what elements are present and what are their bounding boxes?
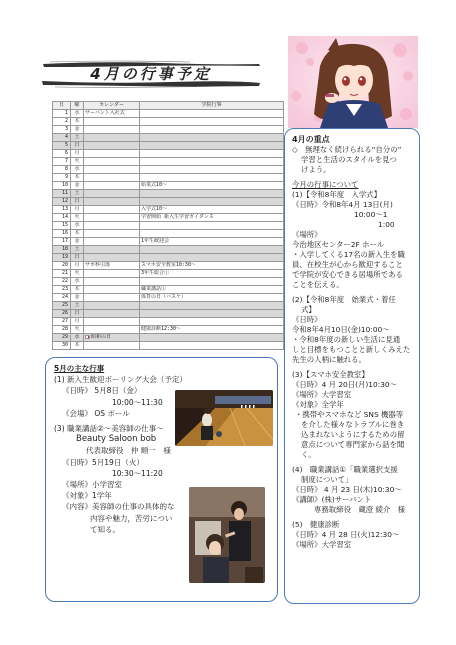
calendar-weekday-cell-text: 木 xyxy=(74,286,80,292)
career-talk-2-content: 《内容》美容師の仕事の具体的な xyxy=(62,502,175,512)
focus-heading: 4月の重点 xyxy=(292,135,330,144)
calendar-note-cell xyxy=(84,270,140,278)
career-talk-2-content: て知る。 xyxy=(90,524,120,534)
calendar-date-cell-text: 11 xyxy=(61,190,68,196)
calendar-note-cell xyxy=(84,214,140,222)
calendar-note-cell xyxy=(84,174,140,182)
calendar-row xyxy=(53,310,284,318)
calendar-weekday-cell-text: 金 xyxy=(74,238,80,244)
career-talk-title: (4) 職業講話①「職業選択支援 xyxy=(292,465,398,474)
calendar-event-cell xyxy=(140,134,284,142)
calendar-weekday-cell xyxy=(71,142,84,150)
calendar-event-cell xyxy=(140,126,284,134)
calendar-event-cell-text: 始業式10〜 xyxy=(141,182,168,188)
calendar-row xyxy=(53,238,284,246)
entrance-ceremony-line: で学院が安心できる居場所である xyxy=(292,270,403,279)
calendar-weekday-cell-text: 月 xyxy=(74,318,80,324)
calendar-weekday-cell xyxy=(71,230,84,238)
calendar-weekday-cell xyxy=(71,134,84,142)
calendar-event-cell xyxy=(140,238,284,246)
career-talk-speaker: 専務取締役 蔵澄 綾介 様 xyxy=(314,505,406,514)
smartphone-safety-bullet: く。 xyxy=(301,450,316,459)
career-talk-2-place: 《場所》小学習室 xyxy=(62,480,122,490)
calendar-note-cell xyxy=(84,286,140,294)
calendar-weekday-cell-text: 土 xyxy=(74,190,80,196)
calendar-weekday-cell-text: 月 xyxy=(74,262,80,268)
calendar-event-cell xyxy=(140,198,284,206)
calendar-weekday-cell-text: 月 xyxy=(74,150,80,156)
calendar-date-cell-text: 12 xyxy=(61,198,68,204)
calendar-weekday-cell-text: 火 xyxy=(74,214,80,220)
calendar-event-cell-text: 1年生歓迎会 xyxy=(141,238,170,244)
opening-ceremony-title-cont: 式】 xyxy=(301,305,316,314)
calendar-note-cell xyxy=(84,342,140,350)
career-talk-2-title: (3) 職業講話②〜美容師の仕事〜 xyxy=(54,424,164,434)
calendar-date-cell xyxy=(53,238,71,246)
monthly-events-heading: 今月の行事について xyxy=(292,180,359,189)
calendar-weekday-cell xyxy=(71,214,84,222)
calendar-date-cell xyxy=(53,294,71,302)
calendar-weekday-cell-text: 火 xyxy=(74,270,80,276)
calendar-weekday-cell-text: 木 xyxy=(74,118,80,124)
calendar-header-row xyxy=(53,102,284,110)
calendar-row xyxy=(53,110,284,118)
right-info-panel xyxy=(284,128,420,604)
calendar-note-cell xyxy=(84,182,140,190)
calendar-event-cell xyxy=(140,318,284,326)
calendar-event-cell xyxy=(140,190,284,198)
calendar-event-cell xyxy=(140,302,284,310)
focus-line: ◇ 無理なく続けられる“自分の” xyxy=(292,145,402,154)
calendar-weekday-cell xyxy=(71,198,84,206)
bowling-venue: 《会場》 OS ボール xyxy=(62,408,130,418)
calendar-date-cell-text: 18 xyxy=(61,246,68,252)
calendar-event-cell xyxy=(140,142,284,150)
calendar-row xyxy=(53,262,284,270)
header-calendar: カレンダー xyxy=(84,102,140,110)
japan-flag-icon xyxy=(85,335,90,339)
calendar-date-cell xyxy=(53,198,71,206)
calendar-date-cell-text: 29 xyxy=(61,334,68,340)
calendar-date-cell xyxy=(53,126,71,134)
hair-salon-photo xyxy=(189,487,265,583)
focus-line: けよう。 xyxy=(301,165,331,174)
opening-ceremony-line: しと目標をもつことと新しくみえた xyxy=(292,345,411,354)
calendar-weekday-cell xyxy=(71,270,84,278)
page-title: 4月の行事予定 xyxy=(90,65,212,83)
calendar-row xyxy=(53,158,284,166)
smartphone-safety-line: 《日時》4 月 20日(月)10:30〜 xyxy=(292,380,397,389)
calendar-event-cell xyxy=(140,166,284,174)
calendar-weekday-cell-text: 金 xyxy=(74,182,80,188)
calendar-weekday-cell-text: 土 xyxy=(74,302,80,308)
calendar-date-cell-text: 26 xyxy=(61,310,68,316)
calendar-date-cell xyxy=(53,150,71,158)
calendar-event-cell xyxy=(140,110,284,118)
calendar-date-cell-text: 20 xyxy=(61,262,68,268)
bowling-title: (1) 新入生歓迎ボーリング大会（予定） xyxy=(54,375,187,385)
calendar-note-cell xyxy=(84,158,140,166)
calendar-row xyxy=(53,246,284,254)
entrance-ceremony-time: 10:00〜1 xyxy=(354,210,388,219)
calendar-date-cell-text: 23 xyxy=(61,286,68,292)
calendar-note-cell xyxy=(84,190,140,198)
calendar-event-cell xyxy=(140,182,284,190)
smartphone-safety-title: (3)【スマホ安全教室】 xyxy=(292,370,369,379)
calendar-date-cell-text: 8 xyxy=(64,166,68,172)
calendar-date-cell xyxy=(53,318,71,326)
calendar-event-cell xyxy=(140,206,284,214)
calendar-note-cell xyxy=(84,134,140,142)
salon-speaker: 代表取締役 仲 順一 様 xyxy=(86,446,171,456)
bowling-date: 《日時》 5月8日（金） xyxy=(62,386,142,396)
calendar-date-cell xyxy=(53,158,71,166)
header-weekday: 曜 xyxy=(71,102,84,110)
calendar-date-cell xyxy=(53,230,71,238)
calendar-date-cell xyxy=(53,326,71,334)
calendar-row xyxy=(53,334,284,342)
calendar-weekday-cell-text: 木 xyxy=(74,230,80,236)
calendar-weekday-cell xyxy=(71,110,84,118)
opening-ceremony-title: (2)【令和8年度 始業式・着任 xyxy=(292,295,396,304)
calendar-row xyxy=(53,294,284,302)
calendar-note-cell xyxy=(84,278,140,286)
calendar-weekday-cell xyxy=(71,190,84,198)
smartphone-safety-bullet: ・携帯やスマホなど SNS 機器等 xyxy=(295,410,404,419)
calendar-note-cell-text: 昭和の日 xyxy=(91,334,112,340)
calendar-event-cell xyxy=(140,214,284,222)
calendar-weekday-cell xyxy=(71,246,84,254)
calendar-date-cell-text: 15 xyxy=(61,222,68,228)
calendar-event-cell xyxy=(140,334,284,342)
health-checkup-line: 《日時》4 月 28 日(火)12:30〜 xyxy=(292,530,400,539)
calendar-weekday-cell xyxy=(71,286,84,294)
calendar-row xyxy=(53,254,284,262)
calendar-weekday-cell xyxy=(71,254,84,262)
calendar-note-cell xyxy=(84,110,140,118)
calendar-row xyxy=(53,326,284,334)
calendar-date-cell-text: 27 xyxy=(61,318,68,324)
calendar-event-cell xyxy=(140,262,284,270)
focus-text xyxy=(292,145,412,175)
entrance-ceremony-line: 今治地区センター2F ホール xyxy=(292,240,385,249)
calendar-weekday-cell xyxy=(71,278,84,286)
calendar-event-cell-text: 健康診断12:30〜 xyxy=(141,326,182,332)
calendar-weekday-cell-text: 水 xyxy=(74,110,80,116)
calendar-row xyxy=(53,342,284,350)
calendar-weekday-cell-text: 火 xyxy=(74,158,80,164)
calendar-date-cell-text: 17 xyxy=(61,238,68,244)
calendar-body xyxy=(53,110,284,350)
calendar-row xyxy=(53,150,284,158)
smartphone-safety-bullet: を介した様々なトラブルに巻き xyxy=(301,420,405,429)
calendar-weekday-cell xyxy=(71,310,84,318)
anime-girl-illustration xyxy=(288,36,418,128)
calendar-note-cell xyxy=(84,334,140,342)
entrance-ceremony-place-label: 《場所》 xyxy=(292,230,322,239)
smartphone-safety-bullet: 込まれないようにするための留 xyxy=(301,430,405,439)
calendar-note-cell xyxy=(84,326,140,334)
calendar-date-cell-text: 10 xyxy=(61,182,68,188)
calendar-row xyxy=(53,190,284,198)
calendar-event-cell-text: 3年生総合① xyxy=(141,270,170,276)
entrance-ceremony-line: ・入学してくる17名の新入生を職 xyxy=(292,250,405,259)
entrance-ceremony-time-end: 1:00 xyxy=(378,220,395,229)
calendar-row xyxy=(53,278,284,286)
calendar-event-cell xyxy=(140,246,284,254)
calendar-date-cell xyxy=(53,174,71,182)
calendar-event-cell-text: スマホ安全教室10:30〜 xyxy=(141,262,196,268)
calendar-date-cell xyxy=(53,310,71,318)
calendar-date-cell-text: 4 xyxy=(64,134,68,140)
calendar-weekday-cell-text: 日 xyxy=(74,198,80,204)
calendar-note-cell xyxy=(84,230,140,238)
calendar-row xyxy=(53,214,284,222)
calendar-event-cell xyxy=(140,342,284,350)
calendar-event-cell-text: 学習開始 新入生学習ガイダンス xyxy=(141,214,214,220)
calendar-date-cell xyxy=(53,206,71,214)
calendar-row xyxy=(53,126,284,134)
calendar-row xyxy=(53,142,284,150)
calendar-date-cell-text: 16 xyxy=(61,230,68,236)
calendar-weekday-cell xyxy=(71,294,84,302)
career-talk-line: 《日時》 4 月 23 日(木)10:30〜 xyxy=(292,485,402,494)
calendar-weekday-cell xyxy=(71,118,84,126)
calendar-weekday-cell xyxy=(71,334,84,342)
calendar-note-cell-text: サポ科引落 xyxy=(85,262,111,268)
calendar-row xyxy=(53,222,284,230)
bowling-time: 10:00〜11:30 xyxy=(112,397,163,407)
calendar-row xyxy=(53,286,284,294)
calendar-note-cell xyxy=(84,254,140,262)
calendar-event-cell xyxy=(140,278,284,286)
calendar-row xyxy=(53,134,284,142)
calendar-weekday-cell-text: 金 xyxy=(74,126,80,132)
calendar-event-cell xyxy=(140,118,284,126)
calendar-row xyxy=(53,270,284,278)
calendar-weekday-cell xyxy=(71,174,84,182)
career-talk-line: 《講師》(株)サーバント xyxy=(292,495,372,504)
calendar-date-cell xyxy=(53,334,71,342)
calendar-note-cell xyxy=(84,318,140,326)
calendar-row xyxy=(53,118,284,126)
calendar-weekday-cell xyxy=(71,262,84,270)
smartphone-safety-line: 《対象》全学年 xyxy=(292,400,344,409)
calendar-date-cell xyxy=(53,182,71,190)
smartphone-safety-bullet: 意点について専門家から話を聞 xyxy=(301,440,405,449)
calendar-note-cell xyxy=(84,302,140,310)
calendar-event-cell xyxy=(140,254,284,262)
career-talk-2-date: 《日時》5月19日（火） xyxy=(62,457,144,467)
calendar-weekday-cell-text: 火 xyxy=(74,326,80,332)
calendar-note-cell xyxy=(84,166,140,174)
calendar-date-cell-text: 13 xyxy=(61,206,68,212)
calendar-weekday-cell-text: 木 xyxy=(74,342,80,348)
calendar-event-cell xyxy=(140,270,284,278)
calendar-weekday-cell-text: 土 xyxy=(74,134,80,140)
calendar-date-cell xyxy=(53,278,71,286)
calendar-date-cell xyxy=(53,118,71,126)
calendar-event-cell xyxy=(140,230,284,238)
career-talk-2-content: 内容や魅力，苦労につい xyxy=(90,513,173,523)
calendar-note-cell xyxy=(84,294,140,302)
calendar-date-cell-text: 21 xyxy=(61,270,68,276)
calendar-note-cell xyxy=(84,222,140,230)
calendar-weekday-cell xyxy=(71,302,84,310)
smartphone-safety-line: 《場所》大学習室 xyxy=(292,390,352,399)
calendar-row xyxy=(53,230,284,238)
calendar-weekday-cell xyxy=(71,126,84,134)
calendar-note-cell xyxy=(84,310,140,318)
calendar-weekday-cell-text: 水 xyxy=(74,334,80,340)
calendar-note-cell xyxy=(84,150,140,158)
health-checkup-title: (5) 健康診断 xyxy=(292,520,340,529)
calendar-weekday-cell-text: 日 xyxy=(74,310,80,316)
calendar-event-cell xyxy=(140,158,284,166)
calendar-event-cell-text: 職業講話① xyxy=(141,286,167,292)
calendar-date-cell xyxy=(53,342,71,350)
calendar-row xyxy=(53,166,284,174)
calendar-date-cell xyxy=(53,190,71,198)
calendar-row xyxy=(53,302,284,310)
calendar-date-cell-text: 28 xyxy=(61,326,68,332)
header-school-event: 学院行事 xyxy=(140,102,284,110)
calendar-event-cell xyxy=(140,174,284,182)
calendar-row xyxy=(53,318,284,326)
calendar-date-cell xyxy=(53,166,71,174)
calendar-date-cell xyxy=(53,142,71,150)
calendar-date-cell xyxy=(53,222,71,230)
calendar-note-cell xyxy=(84,142,140,150)
calendar-date-cell-text: 1 xyxy=(64,110,68,116)
career-talk-2-time: 10:30〜11:20 xyxy=(112,468,163,478)
calendar-weekday-cell-text: 月 xyxy=(74,206,80,212)
calendar-weekday-cell xyxy=(71,182,84,190)
calendar-date-cell-text: 14 xyxy=(61,214,68,220)
april-calendar-table xyxy=(52,101,284,350)
calendar-event-cell-text: 入学式10〜 xyxy=(141,206,168,212)
calendar-date-cell xyxy=(53,286,71,294)
calendar-event-cell xyxy=(140,286,284,294)
calendar-date-cell-text: 5 xyxy=(64,142,68,148)
calendar-note-cell xyxy=(84,206,140,214)
calendar-note-cell-text: サーバント入社式 xyxy=(85,110,125,116)
calendar-weekday-cell-text: 水 xyxy=(74,278,80,284)
calendar-weekday-cell xyxy=(71,150,84,158)
calendar-row xyxy=(53,206,284,214)
page-title-banner xyxy=(40,60,262,88)
entrance-ceremony-line: ことを伝える。 xyxy=(292,280,344,289)
calendar-weekday-cell-text: 水 xyxy=(74,166,80,172)
calendar-date-cell-text: 7 xyxy=(64,158,68,164)
calendar-event-cell xyxy=(140,222,284,230)
calendar-date-cell xyxy=(53,302,71,310)
calendar-note-cell xyxy=(84,246,140,254)
calendar-weekday-cell-text: 日 xyxy=(74,142,80,148)
calendar-date-cell xyxy=(53,110,71,118)
calendar-weekday-cell-text: 金 xyxy=(74,294,80,300)
calendar-date-cell-text: 9 xyxy=(64,174,68,180)
calendar-date-cell-text: 22 xyxy=(61,278,68,284)
career-talk-2-target: 《対象》1学年 xyxy=(62,491,112,501)
calendar-row xyxy=(53,198,284,206)
health-checkup-line: 《場所》大学習室 xyxy=(292,540,352,549)
calendar-weekday-cell-text: 木 xyxy=(74,174,80,180)
calendar-event-cell xyxy=(140,150,284,158)
calendar-date-cell-text: 2 xyxy=(64,118,68,124)
calendar-date-cell xyxy=(53,262,71,270)
calendar-weekday-cell xyxy=(71,318,84,326)
calendar-date-cell-text: 6 xyxy=(64,150,68,156)
calendar-date-cell-text: 24 xyxy=(61,294,68,300)
calendar-weekday-cell-text: 土 xyxy=(74,246,80,252)
calendar-weekday-cell xyxy=(71,326,84,334)
calendar-date-cell-text: 19 xyxy=(61,254,68,260)
calendar-row xyxy=(53,174,284,182)
calendar-note-cell xyxy=(84,198,140,206)
calendar-event-cell xyxy=(140,294,284,302)
career-talk-title-cont: 制度について」 xyxy=(301,475,353,484)
calendar-note-cell xyxy=(84,118,140,126)
calendar-date-cell xyxy=(53,134,71,142)
header-date: 日 xyxy=(53,102,71,110)
calendar-date-cell xyxy=(53,246,71,254)
calendar-note-cell xyxy=(84,238,140,246)
calendar-event-cell-text: 体育の日（バスケ） xyxy=(141,294,187,300)
calendar-note-cell xyxy=(84,262,140,270)
calendar-date-cell xyxy=(53,270,71,278)
calendar-date-cell xyxy=(53,214,71,222)
calendar-event-cell xyxy=(140,310,284,318)
calendar-event-cell xyxy=(140,326,284,334)
calendar-weekday-cell xyxy=(71,158,84,166)
opening-ceremony-line: 令和8年4月10日(金)10:00〜 xyxy=(292,325,390,334)
calendar-weekday-cell-text: 日 xyxy=(74,254,80,260)
bowling-alley-photo xyxy=(175,390,273,446)
calendar-date-cell-text: 25 xyxy=(61,302,68,308)
calendar-weekday-cell xyxy=(71,166,84,174)
calendar-note-cell xyxy=(84,126,140,134)
calendar-date-cell xyxy=(53,254,71,262)
calendar-date-cell-text: 3 xyxy=(64,126,68,132)
opening-ceremony-line: 先生の人柄に触れる。 xyxy=(292,355,366,364)
salon-name: Beauty Saloon bob xyxy=(76,434,157,445)
calendar-weekday-cell xyxy=(71,206,84,214)
entrance-ceremony-title: (1)【令和8年度 入学式】 xyxy=(292,190,382,199)
opening-ceremony-date-label: 《日時》 xyxy=(292,315,322,324)
calendar-date-cell-text: 30 xyxy=(61,342,68,348)
opening-ceremony-line: ・令和8年度の新しい生活に見通 xyxy=(292,335,401,344)
focus-line: 学習と生活のスタイルを見つ xyxy=(301,155,397,164)
entrance-ceremony-line: 員、在校生が心から歓迎すること xyxy=(292,260,403,269)
calendar-weekday-cell xyxy=(71,238,84,246)
may-events-heading: 5月の主な行事 xyxy=(54,364,105,373)
calendar-weekday-cell-text: 水 xyxy=(74,222,80,228)
calendar-weekday-cell xyxy=(71,342,84,350)
entrance-ceremony-date: 《日時》令和8年4月 13日(月) xyxy=(292,200,393,209)
calendar-row xyxy=(53,182,284,190)
calendar-weekday-cell xyxy=(71,222,84,230)
